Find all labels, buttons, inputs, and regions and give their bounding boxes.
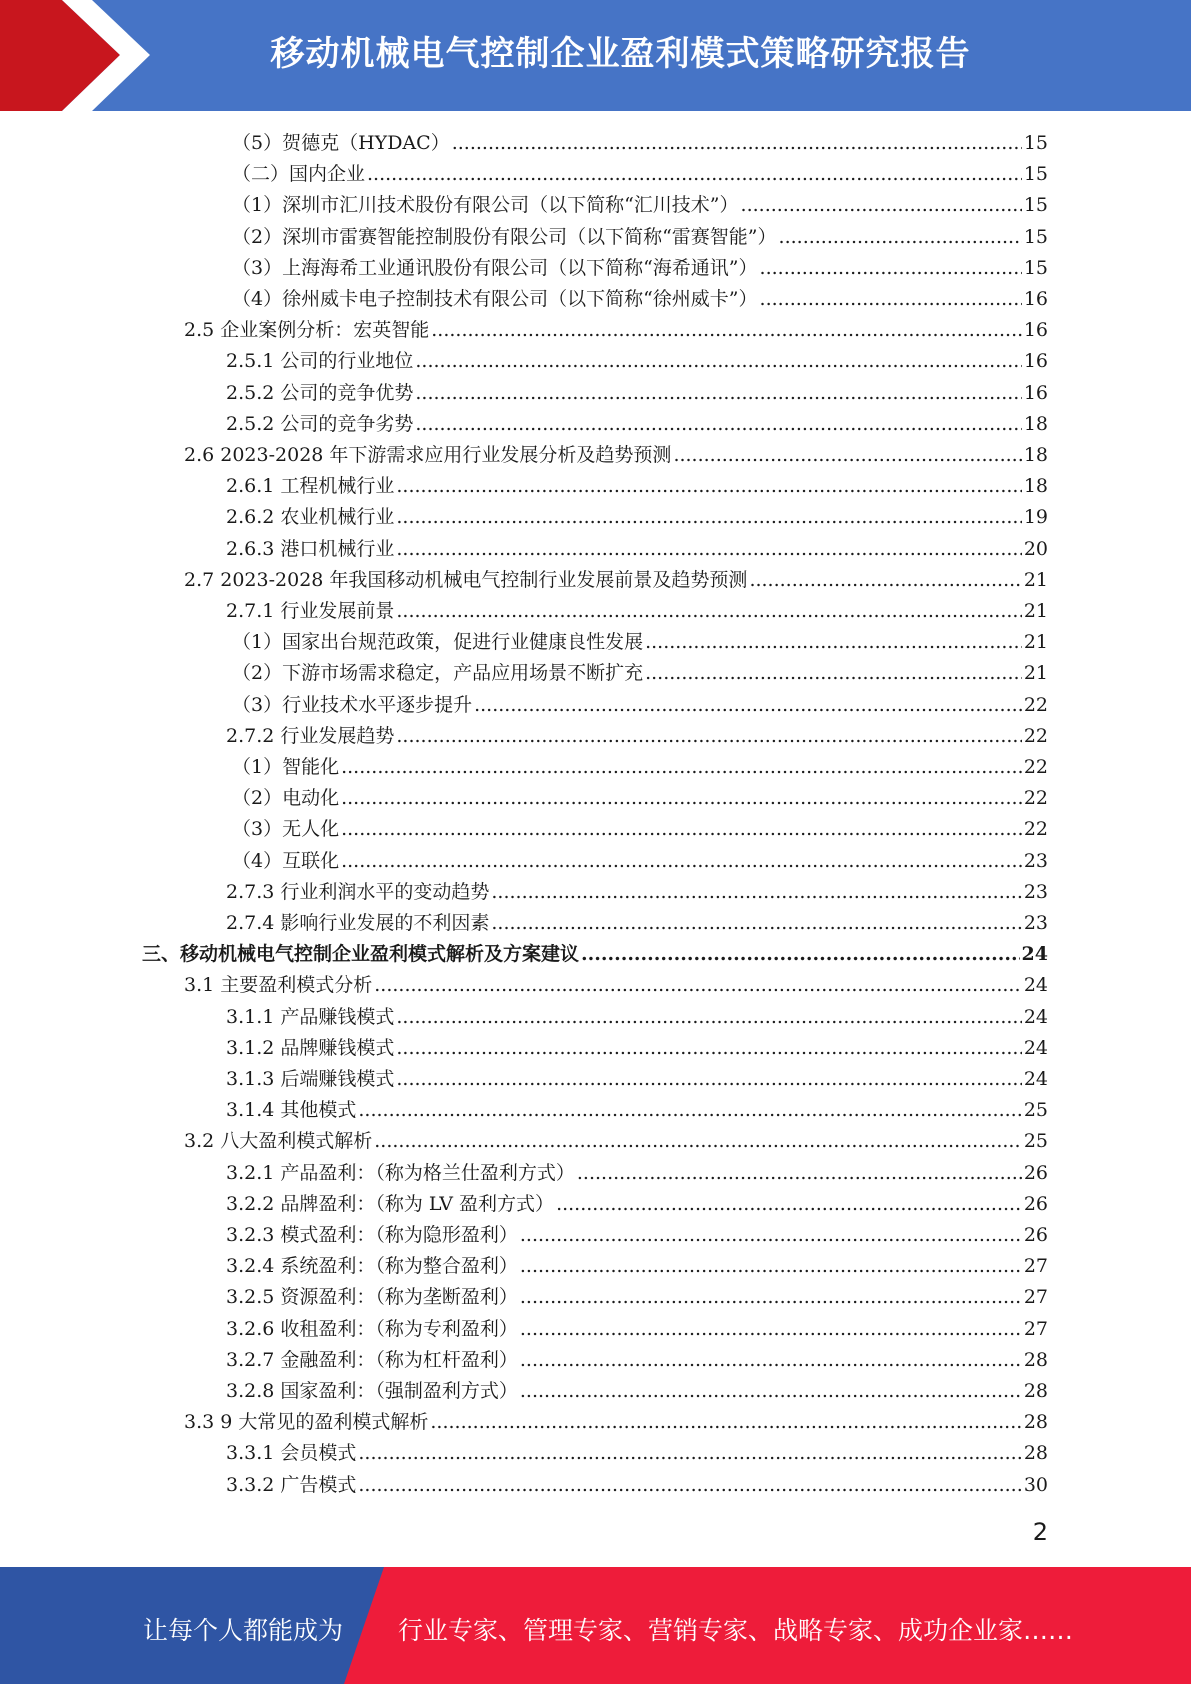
toc-entry-title: 3.1.2 品牌赚钱模式	[226, 1036, 395, 1059]
toc-entry-title: （4）互联化	[232, 849, 340, 872]
toc-entry-page: 20	[1023, 537, 1048, 560]
toc-entry-page: 28	[1023, 1380, 1048, 1402]
toc-entry-title: 2.6 2023-2028 年下游需求应用行业发展分析及趋势预测	[184, 444, 672, 466]
toc-dot-leader	[396, 721, 1021, 752]
toc-entry-page: 23	[1023, 849, 1048, 872]
toc-entry[interactable]	[226, 1158, 1048, 1189]
toc-entry-page: 24	[1023, 974, 1048, 997]
toc-entry[interactable]	[226, 1064, 1048, 1095]
toc-entry-page: 15	[1023, 256, 1048, 279]
page-footer	[0, 1567, 1191, 1684]
toc-entry-page: 24	[1021, 943, 1048, 966]
toc-entry-title: （5）贺德克（HYDAC）	[232, 132, 450, 154]
toc-entry[interactable]	[232, 128, 1048, 159]
toc-dot-leader	[474, 690, 1022, 721]
toc-entry-title: 2.6.1 工程机械行业	[226, 475, 395, 498]
toc-entry[interactable]	[226, 1470, 1048, 1501]
toc-entry-page: 28	[1023, 1442, 1048, 1465]
toc-entry-page: 28	[1023, 1348, 1048, 1371]
toc-dot-leader	[341, 814, 1022, 845]
toc-dot-leader	[415, 346, 1021, 377]
toc-entry[interactable]	[226, 721, 1048, 752]
toc-entry-title: 2.7.3 行业利润水平的变动趋势	[226, 880, 490, 903]
toc-entry-page: 15	[1023, 225, 1048, 248]
toc-entry-title: （1）国家出台规范政策，促进行业健康良性发展	[232, 631, 644, 654]
toc-dot-leader	[491, 877, 1021, 908]
toc-entry-page: 22	[1023, 787, 1048, 810]
toc-entry-page: 25	[1023, 1099, 1048, 1122]
toc-entry-page: 26	[1023, 1224, 1048, 1246]
toc-dot-leader	[520, 1251, 1022, 1282]
toc-dot-leader	[760, 253, 1022, 284]
toc-entry-page: 21	[1023, 631, 1048, 654]
toc-entry[interactable]	[226, 596, 1048, 627]
toc-dot-leader	[341, 752, 1022, 783]
toc-entry-page: 22	[1023, 818, 1048, 841]
page-header	[0, 0, 1191, 111]
toc-entry-page: 24	[1023, 1005, 1048, 1028]
toc-entry[interactable]	[226, 1251, 1048, 1282]
toc-entry-title: 2.5.1 公司的行业地位	[226, 350, 414, 373]
toc-dot-leader	[760, 284, 1022, 315]
toc-entry[interactable]	[232, 846, 1048, 877]
toc-dot-leader	[396, 596, 1021, 627]
toc-entry-page: 19	[1023, 506, 1048, 529]
toc-entry-page: 23	[1023, 912, 1048, 934]
toc-dot-leader	[396, 1002, 1021, 1033]
toc-entry-title: （1）智能化	[232, 756, 340, 778]
toc-dot-leader	[645, 627, 1022, 658]
toc-entry-title: 3.1.4 其他模式	[226, 1099, 357, 1122]
toc-dot-leader	[374, 970, 1022, 1001]
toc-entry[interactable]	[226, 1376, 1048, 1407]
toc-entry[interactable]	[226, 1438, 1048, 1469]
toc-entry-title: 3.2.6 收租盈利：（称为专利盈利）	[226, 1317, 518, 1340]
toc-dot-leader	[452, 128, 1022, 159]
toc-entry[interactable]	[226, 1002, 1048, 1033]
toc-entry-page: 16	[1023, 350, 1048, 373]
toc-entry-title: 3.1.3 后端赚钱模式	[226, 1068, 395, 1090]
toc-dot-leader	[396, 502, 1021, 533]
toc-entry[interactable]	[232, 284, 1048, 315]
toc-dot-leader	[741, 190, 1022, 221]
toc-dot-leader	[396, 1064, 1021, 1095]
toc-dot-leader	[431, 315, 1022, 346]
toc-entry-page: 21	[1023, 568, 1048, 591]
toc-entry[interactable]	[226, 908, 1048, 939]
toc-dot-leader	[367, 159, 1022, 190]
toc-dot-leader	[520, 1345, 1022, 1376]
toc-entry-title: 2.5 企业案例分析：宏英智能	[184, 319, 430, 342]
toc-entry-title: （二）国内企业	[232, 163, 366, 186]
toc-entry-page: 28	[1023, 1411, 1048, 1434]
toc-dot-leader	[396, 471, 1021, 502]
toc-entry[interactable]	[226, 1282, 1048, 1313]
toc-entry-page: 15	[1023, 194, 1048, 217]
toc-entry[interactable]	[184, 565, 1048, 596]
toc-entry[interactable]	[232, 690, 1048, 721]
toc-entry[interactable]	[226, 471, 1048, 502]
toc-entry-title: 3.2.2 品牌盈利：（称为 LV 盈利方式）	[226, 1192, 555, 1215]
toc-entry[interactable]	[232, 190, 1048, 221]
toc-dot-leader	[520, 1314, 1022, 1345]
toc-entry-page: 26	[1023, 1192, 1048, 1215]
toc-entry-title: （4）徐州威卡电子控制技术有限公司（以下简称“徐州威卡”）	[232, 288, 758, 310]
toc-entry[interactable]	[226, 1095, 1048, 1126]
toc-entry[interactable]	[232, 627, 1048, 658]
toc-entry[interactable]	[232, 814, 1048, 845]
toc-entry-title: 2.7.2 行业发展趋势	[226, 724, 395, 747]
toc-entry[interactable]	[184, 315, 1048, 346]
toc-dot-leader	[520, 1220, 1022, 1251]
toc-dot-leader	[358, 1095, 1021, 1126]
toc-entry-page: 18	[1023, 444, 1048, 466]
toc-dot-leader	[396, 534, 1021, 565]
toc-dot-leader	[577, 1158, 1022, 1189]
toc-dot-leader	[341, 846, 1022, 877]
toc-dot-leader	[415, 409, 1021, 440]
toc-entry[interactable]	[226, 1033, 1048, 1064]
toc-entry-page: 26	[1023, 1161, 1048, 1184]
toc-entry-title: （2）下游市场需求稳定，产品应用场景不断扩充	[232, 662, 644, 685]
toc-dot-leader	[749, 565, 1021, 596]
toc-entry-title: 3.3.2 广告模式	[226, 1473, 357, 1496]
toc-dot-leader	[779, 222, 1022, 253]
toc-entry-page: 22	[1023, 756, 1048, 778]
toc-dot-leader	[415, 378, 1021, 409]
toc-dot-leader	[556, 1189, 1022, 1220]
toc-entry-title: （2）深圳市雷赛智能控制股份有限公司（以下简称“雷赛智能”）	[232, 225, 777, 248]
toc-entry[interactable]	[226, 1345, 1048, 1376]
toc-entry-page: 24	[1023, 1036, 1048, 1059]
toc-dot-leader	[520, 1282, 1022, 1313]
toc-entry[interactable]	[226, 378, 1048, 409]
toc-entry-title: 3.3 9 大常见的盈利模式解析	[184, 1411, 429, 1434]
toc-dot-leader	[430, 1407, 1021, 1438]
toc-dot-leader	[396, 1033, 1021, 1064]
toc-dot-leader	[520, 1376, 1022, 1407]
toc-entry[interactable]	[226, 502, 1048, 533]
toc-entry[interactable]	[232, 783, 1048, 814]
footer-slogan-left: 让每个人都能成为	[143, 1616, 344, 1645]
toc-entry[interactable]	[184, 970, 1048, 1001]
toc-entry-title: （3）上海海希工业通讯股份有限公司（以下简称“海希通讯”）	[232, 256, 758, 279]
toc-entry-title: 三、移动机械电气控制企业盈利模式解析及方案建议	[142, 943, 580, 966]
toc-entry[interactable]	[226, 1314, 1048, 1345]
toc-entry[interactable]	[232, 752, 1048, 783]
toc-entry-title: 3.2 八大盈利模式解析	[184, 1130, 373, 1153]
toc-entry[interactable]	[232, 253, 1048, 284]
toc-entry-page: 21	[1023, 600, 1048, 622]
toc-entry-title: 3.2.7 金融盈利：（称为杠杆盈利）	[226, 1348, 518, 1371]
toc-entry[interactable]	[226, 409, 1048, 440]
toc-entry-title: （1）深圳市汇川技术股份有限公司（以下简称“汇川技术”）	[232, 194, 739, 217]
toc-entry-page: 24	[1023, 1068, 1048, 1090]
toc-entry-title: （2）电动化	[232, 787, 340, 810]
toc-entry-page: 27	[1023, 1317, 1048, 1340]
toc-entry-title: 2.5.2 公司的竞争优势	[226, 381, 414, 404]
toc-entry[interactable]	[232, 159, 1048, 190]
toc-entry-page: 16	[1023, 288, 1048, 310]
report-title: 移动机械电气控制企业盈利模式策略研究报告	[270, 34, 971, 74]
toc-dot-leader	[581, 939, 1020, 970]
toc-dot-leader	[358, 1470, 1021, 1501]
toc-entry-page: 23	[1023, 880, 1048, 903]
toc-entry-page: 22	[1023, 724, 1048, 747]
toc-entry[interactable]	[226, 534, 1048, 565]
toc-entry-page: 18	[1023, 412, 1048, 435]
toc-entry-title: （3）无人化	[232, 818, 340, 841]
toc-entry-page: 25	[1023, 1130, 1048, 1153]
toc-entry[interactable]	[232, 658, 1048, 689]
toc-entry-title: 3.1 主要盈利模式分析	[184, 974, 373, 997]
toc-entry-page: 18	[1023, 475, 1048, 498]
toc-entry-title: 3.2.8 国家盈利：（强制盈利方式）	[226, 1380, 518, 1402]
toc-entry-title: 3.1.1 产品赚钱模式	[226, 1005, 395, 1028]
toc-entry-page: 27	[1023, 1286, 1048, 1309]
toc-entry-title: 3.2.4 系统盈利：（称为整合盈利）	[226, 1255, 518, 1278]
toc-entry[interactable]	[184, 440, 1048, 471]
toc-entry-title: 2.6.2 农业机械行业	[226, 506, 395, 529]
toc-entry-page: 27	[1023, 1255, 1048, 1278]
toc-entry-page: 15	[1023, 132, 1048, 154]
toc-entry-title: 2.6.3 港口机械行业	[226, 537, 395, 560]
toc-entry[interactable]	[232, 222, 1048, 253]
toc-entry[interactable]	[226, 346, 1048, 377]
footer-slogan-right: 行业专家、管理专家、营销专家、战略专家、成功企业家……	[398, 1616, 1074, 1645]
toc-entry-title: 3.2.3 模式盈利：（称为隐形盈利）	[226, 1224, 518, 1246]
toc-entry[interactable]	[142, 939, 1048, 970]
toc-dot-leader	[358, 1438, 1021, 1469]
toc-entry[interactable]	[226, 877, 1048, 908]
toc-entry-page: 16	[1023, 381, 1048, 404]
toc-entry-title: （3）行业技术水平逐步提升	[232, 693, 473, 716]
toc-entry-page: 22	[1023, 693, 1048, 716]
toc-entry-title: 3.2.1 产品盈利：（称为格兰仕盈利方式）	[226, 1161, 575, 1184]
toc-entry-title: 3.2.5 资源盈利：（称为垄断盈利）	[226, 1286, 518, 1309]
toc-entry-page: 15	[1023, 163, 1048, 186]
toc-entry-title: 2.7.1 行业发展前景	[226, 600, 395, 622]
toc-entry-title: 2.5.2 公司的竞争劣势	[226, 412, 414, 435]
toc-entry-title: 2.7.4 影响行业发展的不利因素	[226, 912, 490, 934]
toc-dot-leader	[645, 658, 1022, 689]
toc-dot-leader	[341, 783, 1022, 814]
toc-dot-leader	[374, 1126, 1022, 1157]
toc-dot-leader	[491, 908, 1021, 939]
toc-entry-title: 3.3.1 会员模式	[226, 1442, 357, 1465]
toc-entry-title: 2.7 2023-2028 年我国移动机械电气控制行业发展前景及趋势预测	[184, 568, 748, 591]
toc-entry[interactable]	[184, 1407, 1048, 1438]
toc-dot-leader	[673, 440, 1021, 471]
page-number: 2	[1032, 1518, 1048, 1546]
toc-entry[interactable]	[226, 1189, 1048, 1220]
toc-entry-page: 21	[1023, 662, 1048, 685]
toc-entry-page: 16	[1023, 319, 1048, 342]
toc-entry[interactable]	[226, 1220, 1048, 1251]
toc-entry-page: 30	[1023, 1473, 1048, 1496]
toc-entry[interactable]	[184, 1126, 1048, 1157]
